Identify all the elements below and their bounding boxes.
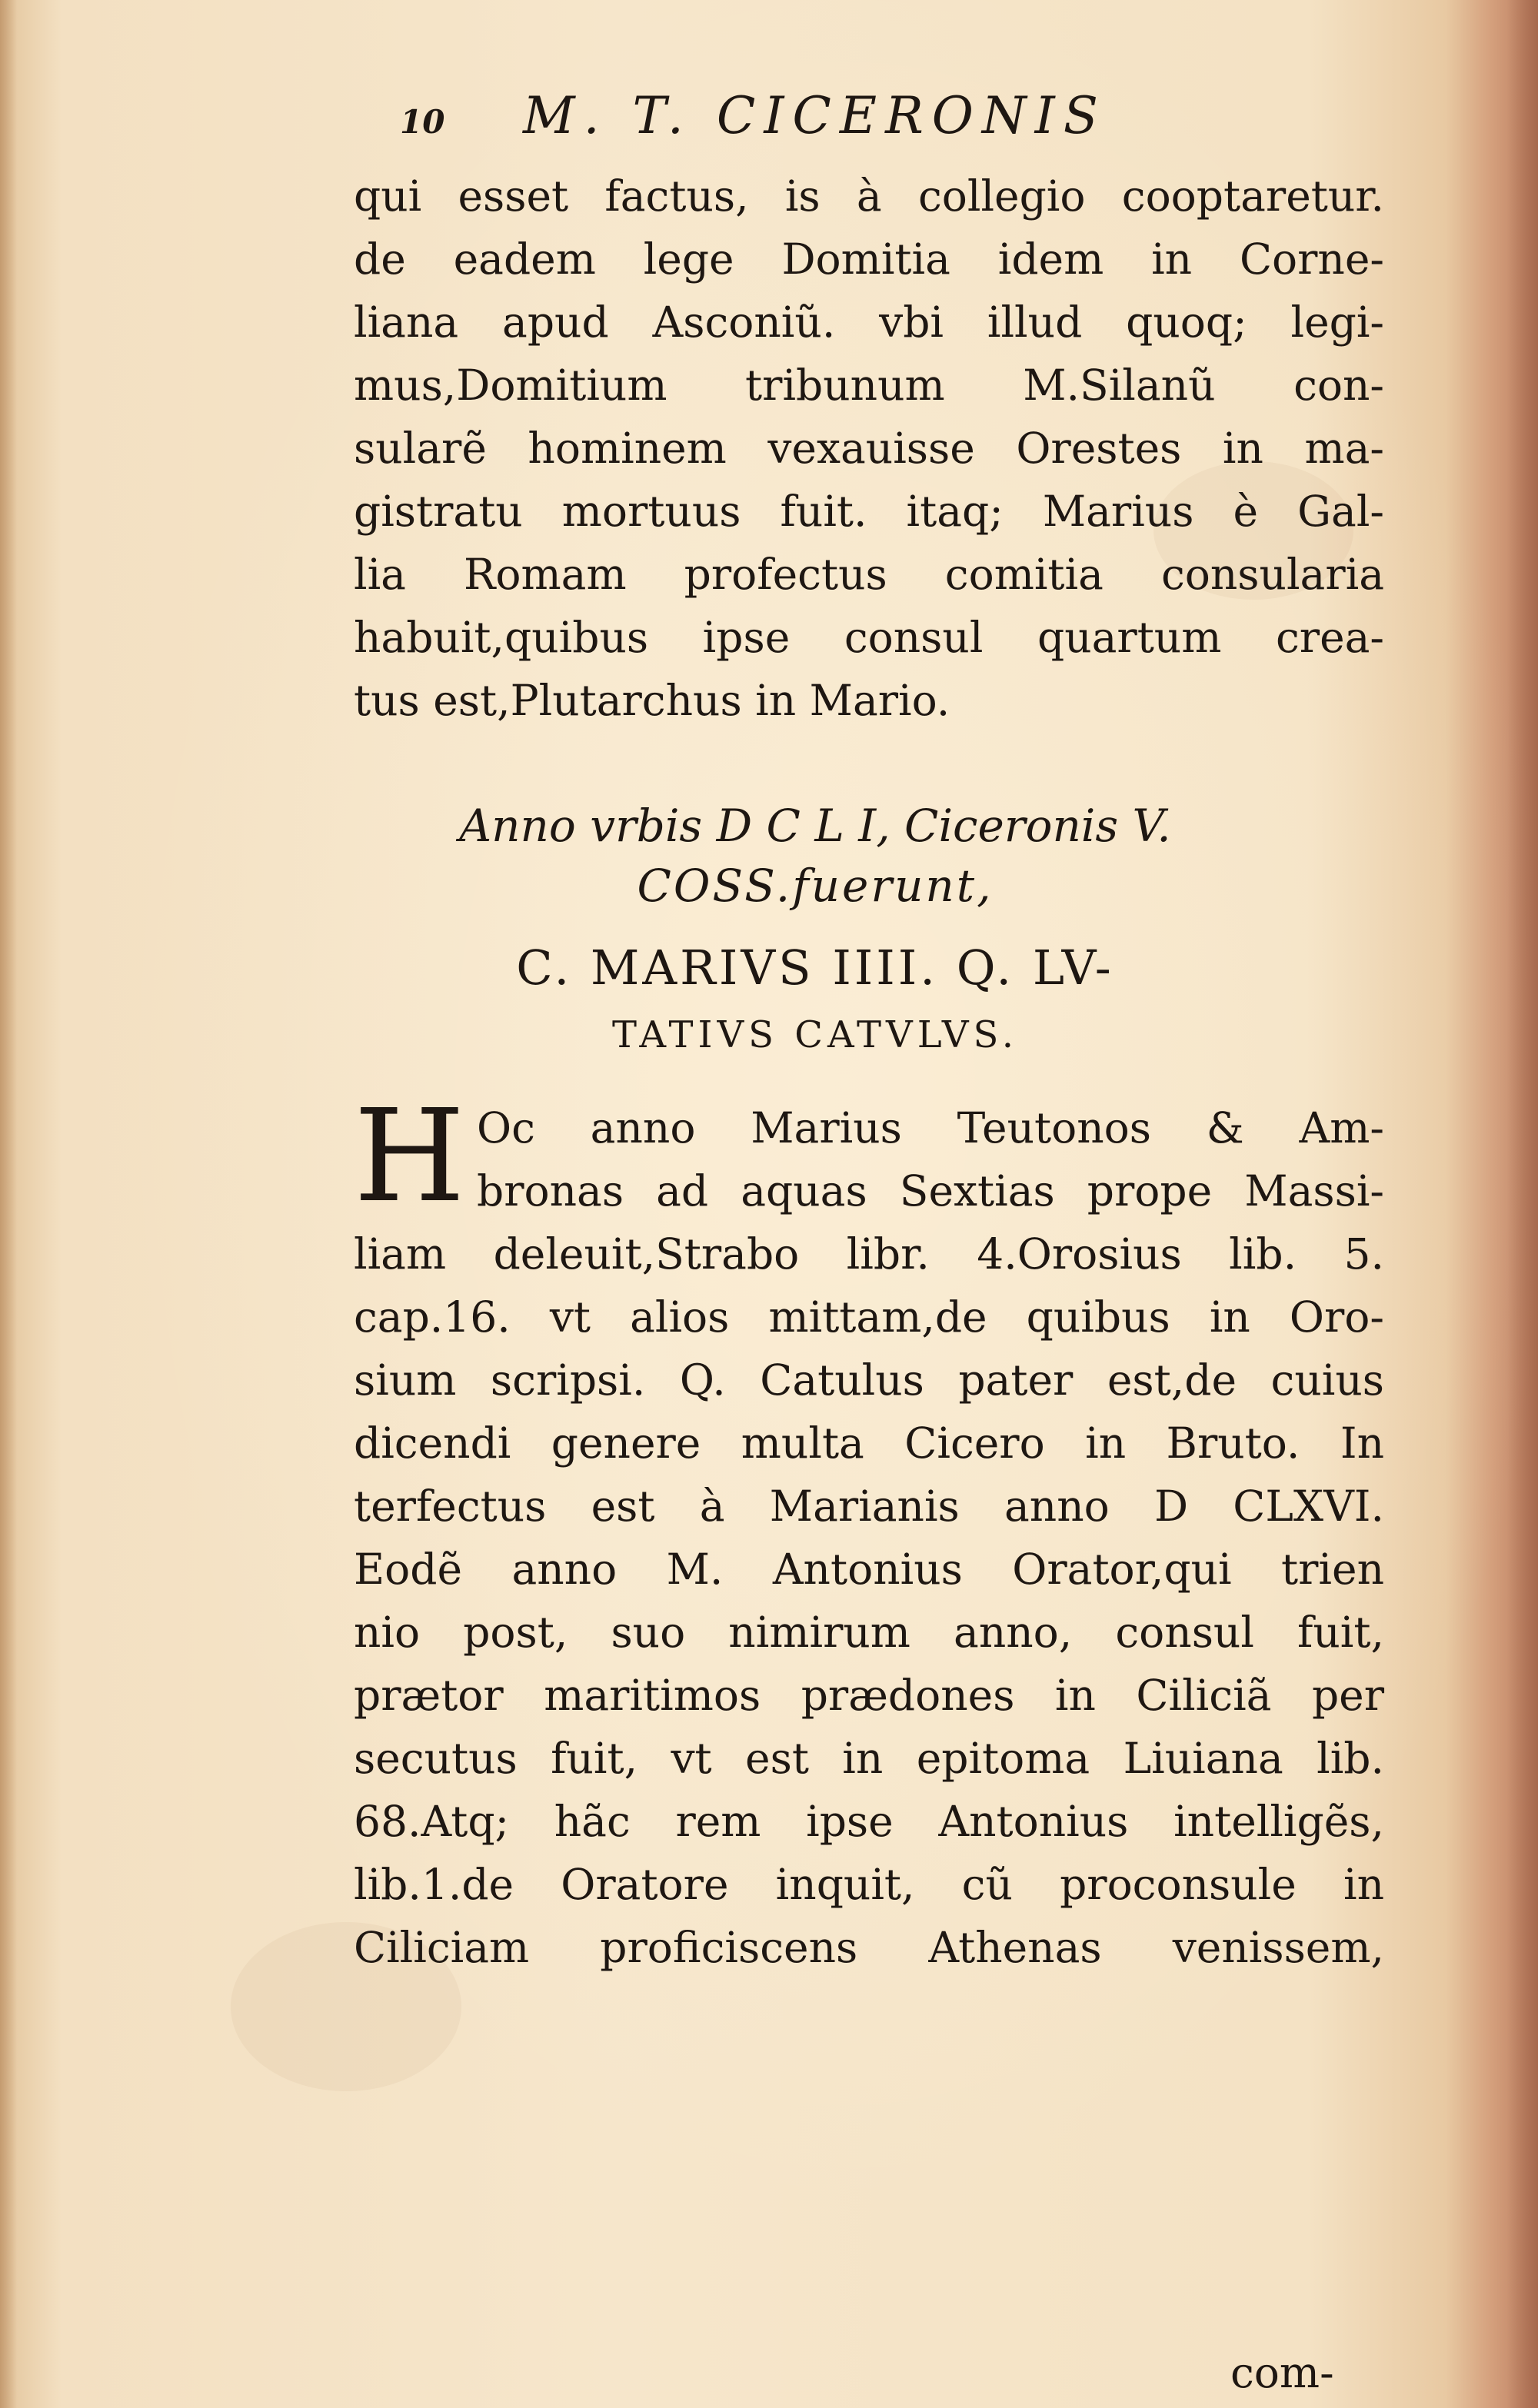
catchword: com- <box>1230 2348 1334 2397</box>
text-line: secutus fuit, vt est in epitoma Liuiana lib. <box>354 1734 1384 1783</box>
text-line: Ciliciam proficiscens Athenas venissem, <box>354 1923 1384 1972</box>
consuls-heading-continued: TATIVS CATVLVS. <box>612 1013 1018 1056</box>
text-line: prætor maritimos prædones in Ciliciã per <box>354 1671 1384 1720</box>
text-line: qui esset factus, is à collegio cooptaretur. <box>354 171 1384 221</box>
text-line: sium scripsi. Q. Catulus pater est,de cuius <box>354 1355 1384 1405</box>
text-line: habuit,quibus ipse consul quartum crea- <box>354 613 1384 662</box>
running-head: M. T. CICERONIS <box>523 86 1107 145</box>
paragraph-1 <box>354 165 1384 732</box>
text-line: liam deleuit,Strabo libr. 4.Orosius lib. 5. <box>354 1229 1384 1279</box>
year-heading-coss: COSS.fuerunt, <box>637 860 994 912</box>
spine-shadow <box>0 0 17 2408</box>
text-line: lia Romam profectus comitia consularia <box>354 550 1384 599</box>
text-line: liana apud Asconiũ. vbi illud quoq; legi- <box>354 298 1384 347</box>
drop-cap: H <box>354 1083 465 1231</box>
text-line: nio post, suo nimirum anno, consul fuit, <box>354 1608 1384 1657</box>
consuls-heading: C. MARIVS IIII. Q. LV- <box>516 940 1114 996</box>
text-line: Eodẽ anno M. Antonius Orator,qui trien <box>354 1545 1384 1594</box>
text-line: 68.Atq; hãc rem ipse Antonius intelligẽs, <box>354 1797 1384 1846</box>
text-line: mus,Domitium tribunum M.Silanũ con- <box>354 361 1384 410</box>
text-line: tus est,Plutarchus in Mario. <box>354 676 950 725</box>
text-line: de eadem lege Domitia idem in Corne- <box>354 234 1384 284</box>
year-heading: Anno vrbis D C L I, Ciceronis V. <box>459 800 1171 852</box>
text-line: gistratu mortuus fuit. itaq; Marius è Gal- <box>354 487 1384 536</box>
text-line: Oc anno Marius Teutonos & Am- <box>477 1103 1384 1152</box>
paragraph-2 <box>354 1083 1384 1979</box>
page-header <box>400 86 1323 148</box>
text-line: lib.1.de Oratore inquit, cũ proconsule in <box>354 1860 1384 1909</box>
text-line: dicendi genere multa Cicero in Bruto. In <box>354 1419 1384 1468</box>
text-line: terfectus est à Marianis anno D CLXVI. <box>354 1482 1384 1531</box>
page-edge-shadow <box>1507 0 1538 2408</box>
text-line: cap.16. vt alios mittam,de quibus in Oro- <box>354 1292 1384 1342</box>
page-number: 10 <box>400 103 445 141</box>
text-line: bronas ad aquas Sextias prope Massi- <box>477 1166 1384 1216</box>
text-line: sularẽ hominem vexauisse Orestes in ma- <box>354 424 1384 473</box>
